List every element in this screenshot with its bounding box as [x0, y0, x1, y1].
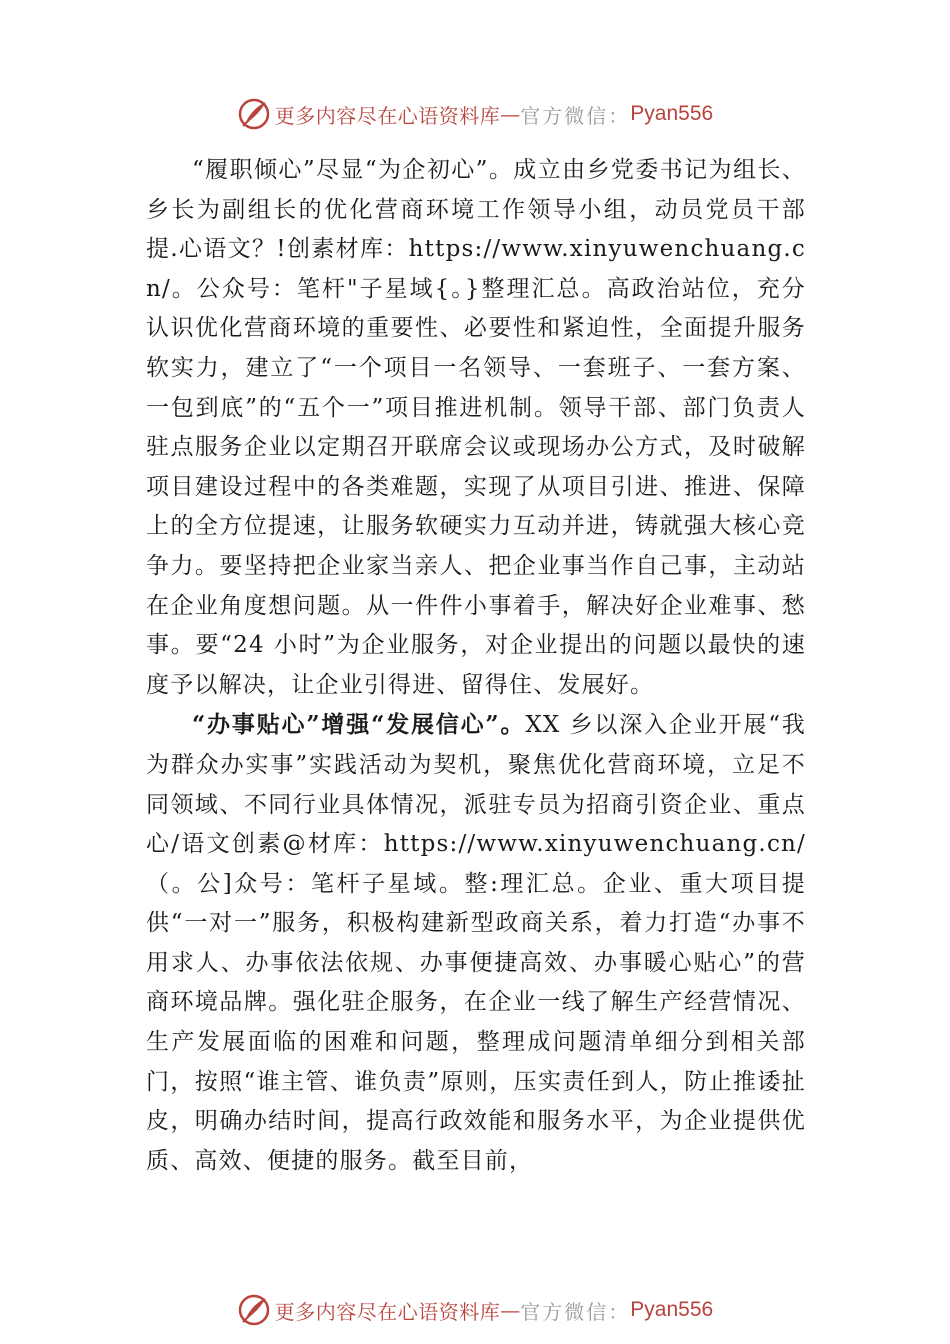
- banner-sub-text: 官方微信：: [520, 1299, 631, 1324]
- banner-wechat-id: Pyan556: [630, 1298, 714, 1321]
- quill-pen-logo-icon: [237, 97, 271, 131]
- document-body: [146, 150, 806, 1181]
- paragraph-2-text: XX 乡以深入企业开展“我为群众办实事”实践活动为契机，聚焦优化营商环境，立足不同领域、不同行业具体情况，派驻专员为招商引资企业、重点心/语文创素@材库：https://www.xinyuwenchuang.cn/（。公]众号：笔杆子星域。整:理汇总。企业、重大项目提供“一对一”服务，积极构建新型政商关系，着力打造“办事不用求人、办事依法依规、办事便捷高效、办事暖心贴心”的营商环境品牌。强化驻企服务，在企业一线了解生产经营情况、生产发展面临的困难和问题，整理成问题清单细分到相关部门，按照“谁主管、谁负责”原则，压实责任到人，防止推诿扯皮，明确办结时间，提高行政效能和服务水平，为企业提供优质、高效、便捷的服务。截至目前，: [146, 712, 806, 1174]
- banner-separator: —: [500, 1298, 521, 1322]
- banner-brand-text: 更多内容尽在心语资料库: [274, 103, 501, 128]
- banner-wechat-id: Pyan556: [630, 102, 714, 125]
- footer-banner: [0, 1290, 950, 1330]
- quill-pen-logo-icon: [237, 1293, 271, 1327]
- paragraph-2: [146, 705, 806, 1181]
- banner-brand-text: 更多内容尽在心语资料库: [274, 1299, 501, 1324]
- banner-separator: —: [500, 102, 521, 126]
- banner-sub-text: 官方微信：: [520, 103, 631, 128]
- paragraph-1: [146, 150, 806, 705]
- paragraph-1-text: “履职倾心”尽显“为企初心”。成立由乡党委书记为组长、乡长为副组长的优化营商环境工作领导小组，动员党员干部提.心语文？!创素材库：https://www.xinyuwenchuang.cn/。公众号：笔杆"子星域{。}整理汇总。高政治站位，充分认识优化营商环境的重要性、必要性和紧迫性，全面提升服务软实力，建立了“一个项目一名领导、一套班子、一套方案、一包到底”的“五个一”项目推进机制。领导干部、部门负责人驻点服务企业以定期召开联席会议或现场办公方式，及时破解项目建设过程中的各类难题，实现了从项目引进、推进、保障上的全方位提速，让服务软硬实力互动并进，铸就强大核心竞争力。要坚持把企业家当亲人、把企业事当作自己事，主动站在企业角度想问题。从一件件小事着手，解决好企业难事、愁事。要“24 小时”为企业服务，对企业提出的问题以最快的速度予以解决，让企业引得进、留得住、发展好。: [146, 157, 806, 698]
- paragraph-2-lead: “办事贴心”增强“发展信心”。: [192, 711, 526, 739]
- header-banner: [0, 94, 950, 134]
